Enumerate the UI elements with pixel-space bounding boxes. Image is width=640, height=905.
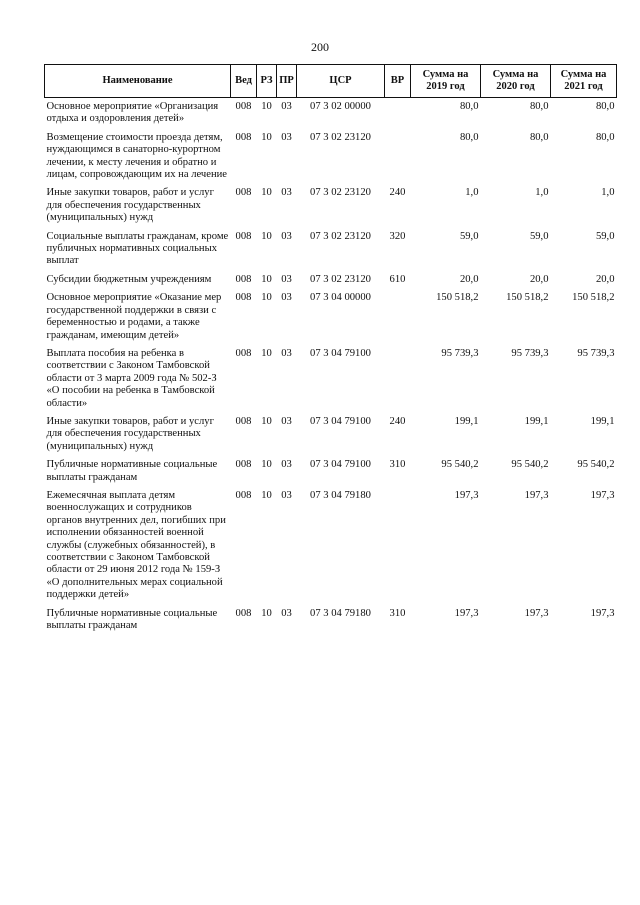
cell-sum-2021: 199,1: [590, 415, 615, 427]
cell-ved: 008: [235, 101, 252, 112]
cell-csr: 07 3 02 23120: [310, 230, 371, 242]
cell-csr: 07 3 04 79180: [310, 489, 371, 501]
cell-csr: 07 3 02 23120: [310, 273, 371, 285]
cell-sum-2019: 197,3: [454, 607, 479, 619]
cell-name: Выплата пособия на ребенка в соответствии с Законом Тамбовской области от 3 марта 2009 года № 502-З «О пособии на ребенка в Тамбовской области»: [46, 347, 217, 409]
cell-ved: 008: [235, 415, 252, 427]
cell-vr: 310: [389, 607, 406, 619]
cell-rz: 10: [261, 292, 272, 304]
cell-sum-2021: 80,0: [595, 101, 615, 112]
table-row: [45, 292, 617, 348]
header-rz: РЗ: [257, 65, 277, 98]
cell-sum-2019: 197,3: [454, 489, 479, 501]
cell-sum-2021: 59,0: [595, 230, 615, 242]
cell-ved: 008: [235, 273, 252, 285]
cell-csr: 07 3 02 23120: [310, 131, 371, 143]
cell-sum-2021: 197,3: [590, 607, 615, 619]
cell-csr: 07 3 04 79100: [310, 347, 371, 359]
cell-csr: 07 3 04 79100: [310, 459, 371, 471]
cell-vr: 310: [389, 459, 406, 471]
header-sum-2019: Сумма на 2019 год: [411, 65, 481, 98]
cell-ved: 008: [235, 187, 252, 199]
cell-name: Субсидии бюджетным учреждениям: [46, 273, 212, 285]
cell-sum-2019: 199,1: [454, 415, 479, 427]
cell-csr: 07 3 02 00000: [310, 101, 371, 112]
cell-pr: 03: [281, 607, 292, 619]
table-row: [45, 348, 617, 416]
cell-rz: 10: [261, 489, 272, 501]
cell-sum-2021: 95 739,3: [577, 347, 615, 359]
header-sum-2021: Сумма на 2021 год: [551, 65, 617, 98]
cell-pr: 03: [281, 230, 292, 242]
header-vr: ВР: [385, 65, 411, 98]
cell-rz: 10: [261, 187, 272, 199]
table-row: [45, 132, 617, 188]
table-row: [45, 231, 617, 274]
table-row: [45, 98, 617, 132]
cell-sum-2019: 20,0: [459, 273, 479, 285]
cell-name: Возмещение стоимости проезда детям, нуждающимся в санаторно-курортном лечении, к месту лечения и обратно и лицам, сопровождающим их на лечение: [46, 131, 227, 181]
cell-sum-2021: 150 518,2: [572, 292, 615, 304]
cell-rz: 10: [261, 230, 272, 242]
cell-sum-2021: 1,0: [601, 187, 615, 199]
cell-sum-2021: 197,3: [590, 489, 615, 501]
cell-sum-2020: 95 739,3: [511, 347, 549, 359]
cell-vr: 240: [389, 415, 406, 427]
table-row: [45, 608, 617, 639]
cell-name: Публичные нормативные социальные выплаты гражданам: [46, 607, 218, 632]
cell-ved: 008: [235, 347, 252, 359]
header-name: Наименование: [45, 65, 231, 98]
cell-sum-2020: 197,3: [524, 607, 549, 619]
cell-sum-2019: 59,0: [459, 230, 479, 242]
cell-sum-2020: 199,1: [524, 415, 549, 427]
cell-sum-2019: 80,0: [459, 101, 479, 112]
cell-ved: 008: [235, 459, 252, 471]
cell-vr: [385, 348, 411, 416]
cell-ved: 008: [235, 607, 252, 619]
cell-sum-2020: 150 518,2: [506, 292, 549, 304]
cell-sum-2019: 1,0: [465, 187, 479, 199]
cell-pr: 03: [281, 131, 292, 143]
cell-sum-2021: 80,0: [595, 131, 615, 143]
cell-ved: 008: [235, 230, 252, 242]
cell-vr: 610: [389, 273, 406, 285]
cell-name: Иные закупки товаров, работ и услуг для обеспечения государственных (муниципальных) нужд: [46, 415, 214, 452]
cell-sum-2020: 20,0: [529, 273, 549, 285]
cell-rz: 10: [261, 347, 272, 359]
header-csr: ЦСР: [297, 65, 385, 98]
cell-sum-2019: 150 518,2: [436, 292, 479, 304]
cell-pr: 03: [281, 292, 292, 304]
table-row: [45, 187, 617, 230]
cell-name: Основное мероприятие «Оказание мер государственной поддержки в связи с беременностью и родами, а также гражданам, имеющим детей»: [46, 292, 222, 341]
cell-pr: 03: [281, 459, 292, 471]
cell-sum-2020: 80,0: [529, 131, 549, 143]
cell-vr: 240: [389, 187, 406, 199]
cell-pr: 03: [281, 273, 292, 285]
cell-rz: 10: [261, 459, 272, 471]
cell-vr: 320: [389, 230, 406, 242]
cell-rz: 10: [261, 131, 272, 143]
cell-vr: [385, 132, 411, 188]
cell-name: Публичные нормативные социальные выплаты гражданам: [46, 459, 218, 483]
cell-ved: 008: [235, 131, 252, 143]
cell-sum-2019: 95 739,3: [441, 347, 479, 359]
cell-csr: 07 3 04 00000: [310, 292, 371, 304]
cell-sum-2019: 80,0: [459, 131, 479, 143]
cell-name: Социальные выплаты гражданам, кроме публичных нормативных социальных выплат: [46, 230, 229, 267]
cell-ved: 008: [235, 489, 252, 501]
cell-pr: 03: [281, 187, 292, 199]
cell-pr: 03: [281, 101, 292, 112]
cell-sum-2020: 1,0: [535, 187, 549, 199]
cell-pr: 03: [281, 415, 292, 427]
cell-sum-2020: 197,3: [524, 489, 549, 501]
table-row: [45, 274, 617, 292]
table-header-row: [45, 65, 617, 98]
cell-name: Ежемесячная выплата детям военнослужащих и сотрудников органов внутренних дел, погибших при исполнении обязанностей военной службы (служебных обязанностей), в соответствии с Законом Тамбовской области от 29 июня 2012 года № 159-З «О дополнительных мерах социальной поддержки детей»: [46, 489, 226, 601]
cell-ved: 008: [235, 292, 252, 304]
cell-rz: 10: [261, 101, 272, 112]
cell-sum-2020: 80,0: [529, 101, 549, 112]
cell-sum-2020: 95 540,2: [511, 459, 549, 471]
header-pr: ПР: [277, 65, 297, 98]
cell-csr: 07 3 02 23120: [310, 187, 371, 199]
cell-vr: [385, 490, 411, 608]
header-sum-2020: Сумма на 2020 год: [481, 65, 551, 98]
cell-csr: 07 3 04 79100: [310, 415, 371, 427]
cell-rz: 10: [261, 415, 272, 427]
cell-sum-2019: 95 540,2: [441, 459, 479, 471]
cell-rz: 10: [261, 607, 272, 619]
cell-pr: 03: [281, 347, 292, 359]
cell-name: Основное мероприятие «Организация отдыха и оздоровления детей»: [46, 101, 219, 125]
cell-vr: [385, 98, 411, 132]
table-row: [45, 459, 617, 490]
table-row: [45, 490, 617, 608]
page-number: 200: [311, 40, 329, 54]
cell-rz: 10: [261, 273, 272, 285]
budget-table: [44, 64, 617, 638]
cell-sum-2020: 59,0: [529, 230, 549, 242]
table-row: [45, 416, 617, 459]
cell-name: Иные закупки товаров, работ и услуг для обеспечения государственных (муниципальных) нужд: [46, 187, 214, 224]
cell-pr: 03: [281, 489, 292, 501]
cell-sum-2021: 20,0: [595, 273, 615, 285]
cell-sum-2021: 95 540,2: [577, 459, 615, 471]
header-ved: Вед: [231, 65, 257, 98]
cell-vr: [385, 292, 411, 348]
cell-csr: 07 3 04 79180: [310, 607, 371, 619]
